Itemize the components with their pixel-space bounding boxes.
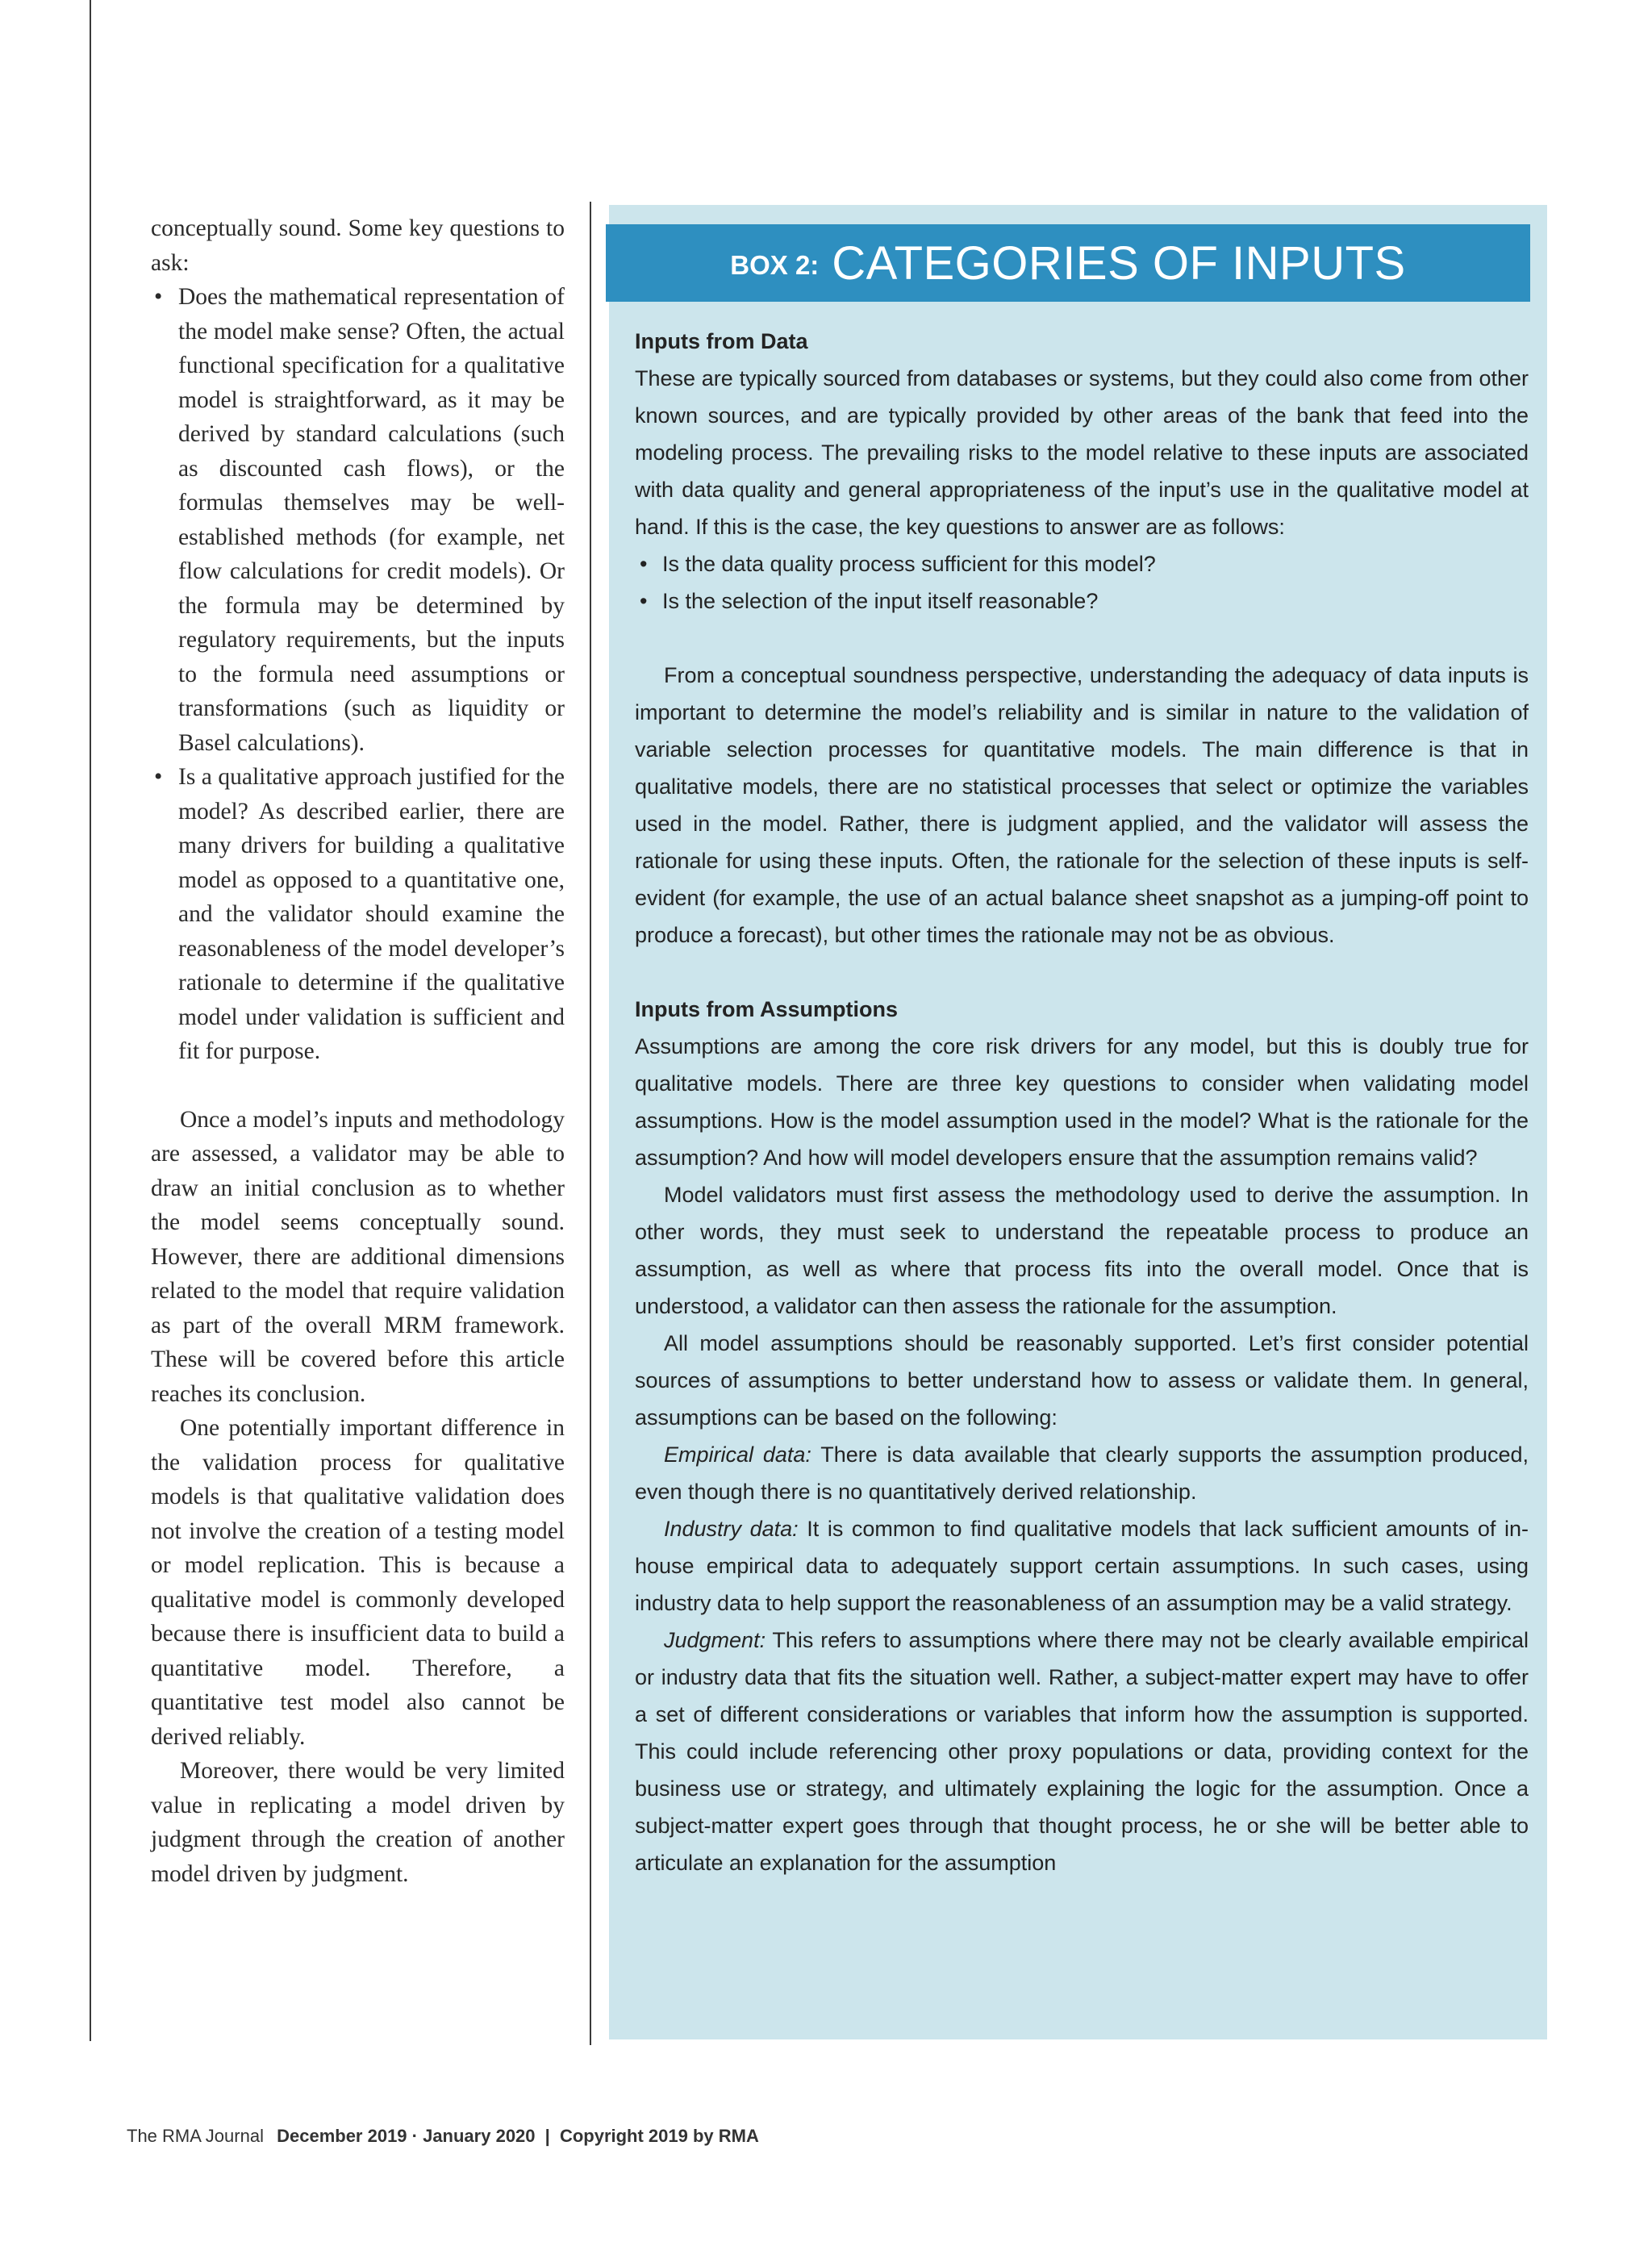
section-heading: Inputs from Assumptions <box>635 997 899 1021</box>
box-title: CATEGORIES OF INPUTS <box>832 236 1406 290</box>
list-item-text: Is the data quality process sufficient for this model? <box>662 552 1156 576</box>
footer-separator: | <box>544 2126 550 2146</box>
body-paragraph: One potentially important difference in the validation process for qualitative models is that qualitative validation does not involve the creation of a testing model or model replication. This is because a qualitative model is commonly developed because there is insufficient data to build a quantitative model. Therefore, a quantitative test model also cannot be derived reliably. <box>151 1415 565 1750</box>
list-item <box>151 760 565 1069</box>
box-paragraph: These are typically sourced from databases or systems, but they could also come from other known sources, and are typically provided by other areas of the bank that feed into the modeling process. The prevailing risks to the model relative to these inputs are associated with data quality and general appropriateness of the input’s use in the qualitative model at hand. If this is the case, the key questions to answer are as follows: <box>635 366 1529 539</box>
list-item <box>151 280 565 760</box>
box-paragraph <box>635 1436 1529 1510</box>
intro-paragraph: conceptually sound. Some key questions to ask: <box>151 215 565 276</box>
column-divider-rule <box>590 202 591 2045</box>
page-edge-rule <box>90 0 91 2041</box>
term-label: Industry data: <box>664 1517 799 1541</box>
journal-name: The RMA Journal <box>127 2126 264 2146</box>
box-paragraph: Model validators must first assess the methodology used to derive the assumption. In other words, they must seek to understand the repeatable process to produce an assumption, as well as where that process fits into the overall model. Once that is understood, a validator can then assess the rationale for the assumption. <box>635 1183 1529 1318</box>
body-paragraph: Moreover, there would be very limited value in replicating a model driven by judgment through the creation of another model driven by judgment. <box>151 1758 565 1887</box>
bullet-icon: • <box>154 764 163 790</box>
term-label: Empirical data: <box>664 1442 811 1467</box>
sidebar-box <box>609 205 1547 2039</box>
bullet-icon: • <box>640 589 648 613</box>
issue-date: December 2019 · January 2020 <box>277 2126 536 2146</box>
list-item-text: Is a qualitative approach justified for the model? As described earlier, there are many drivers for building a qualitative model as opposed to a quantitative one, and the validator should examine the reasonableness of the model developer’s rationale to determine if the qualitative model under validation is sufficient and fit for purpose. <box>178 764 565 1064</box>
page-footer <box>127 2126 759 2147</box>
bullet-icon: • <box>154 284 163 310</box>
bullet-icon: • <box>640 552 648 576</box>
list-item <box>635 582 1529 620</box>
box-header <box>606 224 1530 302</box>
article-left-column <box>151 211 565 1891</box>
term-text: There is data available that clearly supports the assumption produced, even though there is no quantitatively derived relationship. <box>635 1442 1529 1504</box>
copyright-notice: Copyright 2019 by RMA <box>559 2126 759 2146</box>
box-paragraph: Assumptions are among the core risk drivers for any model, but this is doubly true for qualitative models. There are three key questions to consider when validating model assumptions. How is the model assumption used in the model? What is the rationale for the assumption? And how will model developers ensure that the assumption remains valid? <box>635 1034 1529 1170</box>
list-item-text: Is the selection of the input itself reasonable? <box>662 589 1099 613</box>
term-label: Judgment: <box>664 1628 766 1652</box>
box-paragraph: From a conceptual soundness perspective, understanding the adequacy of data inputs is important to determine the model’s reliability and is similar in nature to the validation of variable selection processes for quantitative models. The main difference is that in qualitative models, there are no statistical processes that select or optimize the variables used in the model. Rather, there is judgment applied, and the validator will assess the rationale for using these inputs. Often, the rationale for the selection of these inputs is self-evident (for example, the use of an actual balance sheet snapshot as a jumping-off point to produce a forecast), but other times the rationale may not be as obvious. <box>635 663 1529 947</box>
list-item <box>635 545 1529 582</box>
box-question-list <box>635 545 1529 620</box>
box-number-label: BOX 2: <box>730 250 820 280</box>
key-questions-list <box>151 280 565 1069</box>
box-body <box>635 323 1529 1881</box>
box-paragraph: All model assumptions should be reasonably supported. Let’s first consider potential sources of assumptions to better understand how to assess or validate them. In general, assumptions can be based on the following: <box>635 1331 1529 1430</box>
term-text: It is common to find qualitative models that lack sufficient amounts of in-house empirical data to adequately support certain assumptions. In such cases, using industry data to help support the reasonableness of an assumption may be a valid strategy. <box>635 1517 1529 1615</box>
list-item-text: Does the mathematical representation of the model make sense? Often, the actual functional specification for a qualitative model is straightforward, as it may be derived by standard calculations (such as discounted cash flows), or the formulas themselves may be well-established methods (for example, net flow calculations for credit models). Or the formula may be determined by regulatory requirements, but the inputs to the formula need assumptions or transformations (such as liquidity or Basel calculations). <box>178 284 565 756</box>
section-heading: Inputs from Data <box>635 329 808 353</box>
body-paragraph: Once a model’s inputs and methodology are assessed, a validator may be able to draw an initial conclusion as to whether the model seems conceptually sound. However, there are additional dimensions related to the model that require validation as part of the overall MRM framework. These will be covered before this article reaches its conclusion. <box>151 1106 565 1407</box>
term-text: This refers to assumptions where there may not be clearly available empirical or industry data that fits the situation well. Rather, a subject-matter expert may have to offer a set of different considerations or variables that inform how the assumption is supported. This could include referencing other proxy populations or data, providing context for the business use or strategy, and ultimately explaining the logic for the assumption. Once a subject-matter expert goes through that thought process, he or she will be better able to articulate an explanation for the assumption <box>635 1628 1529 1875</box>
paragraph-gap <box>635 620 1529 657</box>
paragraph-gap <box>151 1069 565 1103</box>
box-paragraph <box>635 1510 1529 1622</box>
box-paragraph <box>635 1622 1529 1881</box>
paragraph-gap <box>635 954 1529 991</box>
